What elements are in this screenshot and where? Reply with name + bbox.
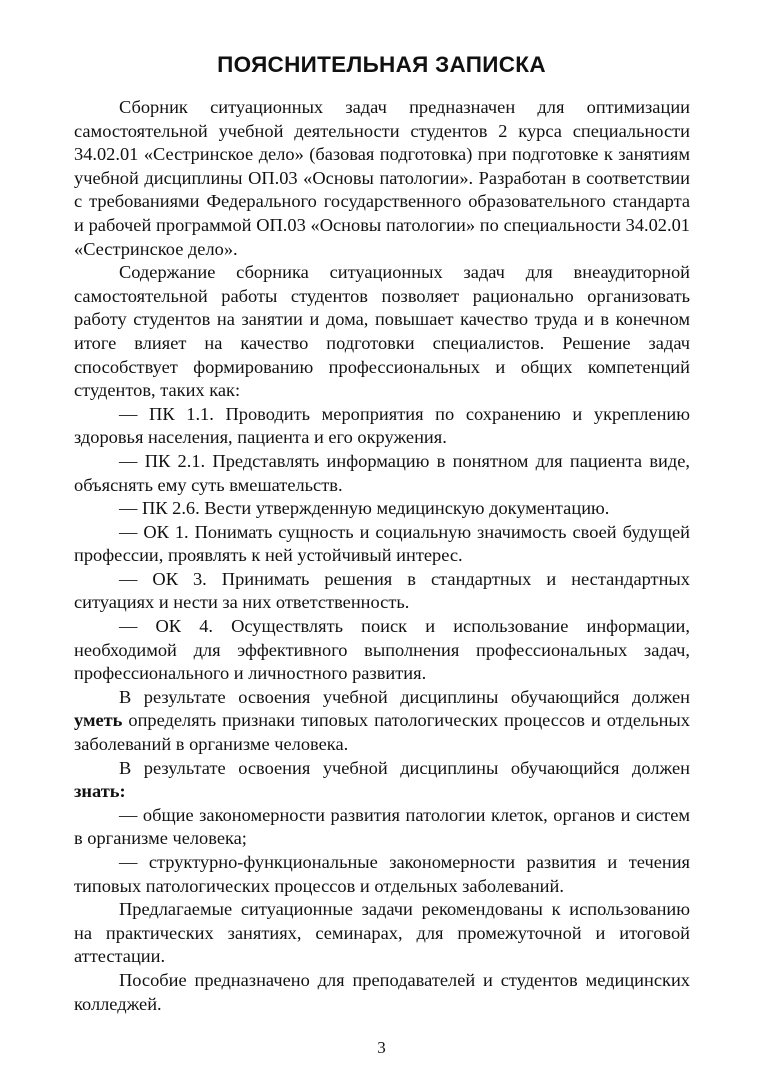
knowledge-item-general: — общие закономерности развития патологии клеток, органов и систем в организме человека; xyxy=(74,804,690,849)
competency-ok-3: — ОК 3. Принимать решения в стандартных и нестандартных ситуациях и нести за них ответственность. xyxy=(74,568,690,613)
paragraph-intro: Сборник ситуационных задач предназначен для оптимизации самостоятельной учебной деятельности студентов 2 курса специальности 34.02.01 «Сестринское дело» (базовая подготовка) при подготовке к занятиям учебной дисциплины ОП.03 «Основы патологии». Разработан в соответствии с требованиями Федерального государственного образовательного стандарта и рабочей программой ОП.03 «Основы патологии» по специальности 34.02.01 «Сестринское дело». xyxy=(74,97,690,259)
knowledge-bold: знать: xyxy=(74,781,126,802)
paragraph-skills xyxy=(74,686,690,757)
competency-pk-1-1: — ПК 1.1. Проводить мероприятия по сохранению и укреплению здоровья населения, пациента и его окружения. xyxy=(74,403,690,448)
knowledge-intro: В результате освоения учебной дисциплины обучающийся должен xyxy=(119,757,690,778)
document-body xyxy=(74,96,690,1016)
competency-pk-2-1: — ПК 2.1. Представлять информацию в понятном для пациента виде, объяснять ему суть вмешательств. xyxy=(74,450,690,495)
paragraph-audience: Пособие предназначено для преподавателей и студентов медицинских колледжей. xyxy=(74,969,690,1014)
page-title: ПОЯСНИТЕЛЬНАЯ ЗАПИСКА xyxy=(217,52,546,77)
paragraph-content: Содержание сборника ситуационных задач для внеаудиторной самостоятельной работы студентов позволяет рационально организовать работу студентов на занятии и дома, повышает качество труда и в конечном итоге влияет на качество подготовки специалистов. Решение задач способствует формированию профессиональных и общих компетенций студентов, таких как: xyxy=(74,262,690,401)
skills-bold: уметь xyxy=(74,710,123,731)
paragraph-recommended: Предлагаемые ситуационные задачи рекомендованы к использованию на практических занятиях, семинарах, для промежуточной и итоговой аттестации. xyxy=(74,899,690,967)
competency-ok-4: — ОК 4. Осуществлять поиск и использование информации, необходимой для эффективного выполнения профессиональных задач, профессионального и личностного развития. xyxy=(74,616,690,684)
knowledge-item-structural: — структурно-функциональные закономерности развития и течения типовых патологических процессов и отдельных заболеваний. xyxy=(74,852,690,896)
competency-ok-1: — ОК 1. Понимать сущность и социальную значимость своей будущей профессии, проявлять к ней устойчивый интерес. xyxy=(74,521,690,566)
competency-pk-2-6: — ПК 2.6. Вести утвержденную медицинскую документацию. xyxy=(119,498,610,519)
skills-rest: определять признаки типовых патологических процессов и отдельных заболеваний в организме человека. xyxy=(74,710,690,755)
page-number: 3 xyxy=(377,1038,386,1057)
paragraph-knowledge xyxy=(74,757,690,804)
skills-intro: В результате освоения учебной дисциплины обучающийся должен xyxy=(119,686,690,707)
